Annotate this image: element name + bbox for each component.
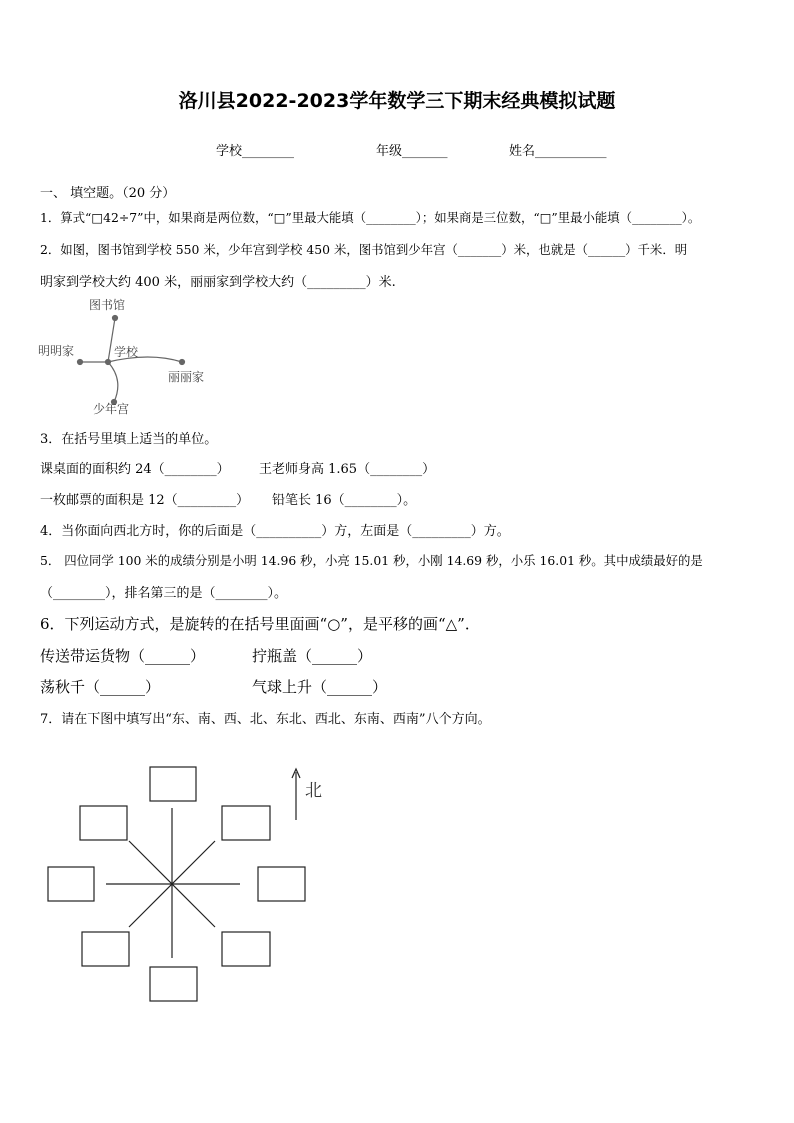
question-3-a: 课桌面的面积约 24（________） <box>40 462 230 477</box>
lili-dot <box>180 360 185 365</box>
map-label-mingming: 明明家 <box>38 344 75 358</box>
page-title: 洛川县2022-2023学年数学三下期末经典模拟试题 <box>178 90 616 112</box>
question-3-c: 一枚邮票的面积是 12（_________） <box>40 493 250 508</box>
box-south <box>150 967 197 1001</box>
box-north <box>150 767 196 801</box>
question-1: 1．算式“□42÷7”中，如果商是两位数，“□”里最大能填（________）；如果商是三位数，“□”里最小能填（________）。 <box>40 210 701 225</box>
library-dot <box>113 316 118 321</box>
mingming-dot <box>78 360 83 365</box>
question-2-line-2: 明家到学校大约 400 米，丽丽家到学校大约（_________）米. <box>40 275 396 290</box>
map-label-lili: 丽丽家 <box>168 370 205 384</box>
question-6-c: 荡秋千（______） <box>40 678 161 696</box>
compass-north-label: 北 <box>305 781 322 801</box>
question-5-line-2: （________），排名第三的是（________）。 <box>40 586 288 601</box>
compass-diagram <box>48 767 305 1001</box>
question-6-a: 传送带运货物（______） <box>40 647 206 665</box>
box-east <box>258 867 305 901</box>
road-youth-palace <box>108 362 118 402</box>
box-northeast <box>222 806 270 840</box>
box-southeast <box>222 932 270 966</box>
box-northwest <box>80 806 127 840</box>
grade-field[interactable]: 年级_______ <box>376 144 448 159</box>
box-southwest <box>82 932 129 966</box>
question-6: 6．下列运动方式，是旋转的在括号里面画“○”，是平移的画“△”． <box>40 615 480 633</box>
question-7: 7．请在下图中填写出“东、南、西、北、东北、西北、东南、西南”八个方向。 <box>40 712 491 727</box>
question-3-b: 王老师身高 1.65（________） <box>259 462 436 477</box>
section-heading: 一、 填空题。（20 分） <box>40 186 176 201</box>
question-6-d: 气球上升（______） <box>252 678 388 696</box>
school-field[interactable]: 学校________ <box>216 144 295 159</box>
question-4: 4．当你面向西北方时，你的后面是（__________）方，左面是（_________）方。 <box>40 524 510 539</box>
name-field[interactable]: 姓名___________ <box>509 144 607 159</box>
box-west <box>48 867 94 901</box>
map-diagram <box>78 316 185 405</box>
question-3: 3．在括号里填上适当的单位。 <box>40 432 218 447</box>
question-3-d: 铅笔长 16（________）。 <box>272 493 417 508</box>
map-label-school: 学校 <box>114 345 139 359</box>
map-label-library: 图书馆 <box>89 298 126 312</box>
school-dot <box>106 360 111 365</box>
question-2-line-1: 2．如图，图书馆到学校 550 米，少年宫到学校 450 米，图书馆到少年宫（_______）米，也就是（______）千米．明 <box>40 242 688 257</box>
map-label-youth-palace: 少年宫 <box>93 402 130 416</box>
question-6-b: 拧瓶盖（______） <box>252 647 373 665</box>
question-5-line-1: 5． 四位同学 100 米的成绩分别是小明 14.96 秒，小亮 15.01 秒，小刚 14.69 秒，小乐 16.01 秒。其中成绩最好的是 <box>40 553 703 568</box>
